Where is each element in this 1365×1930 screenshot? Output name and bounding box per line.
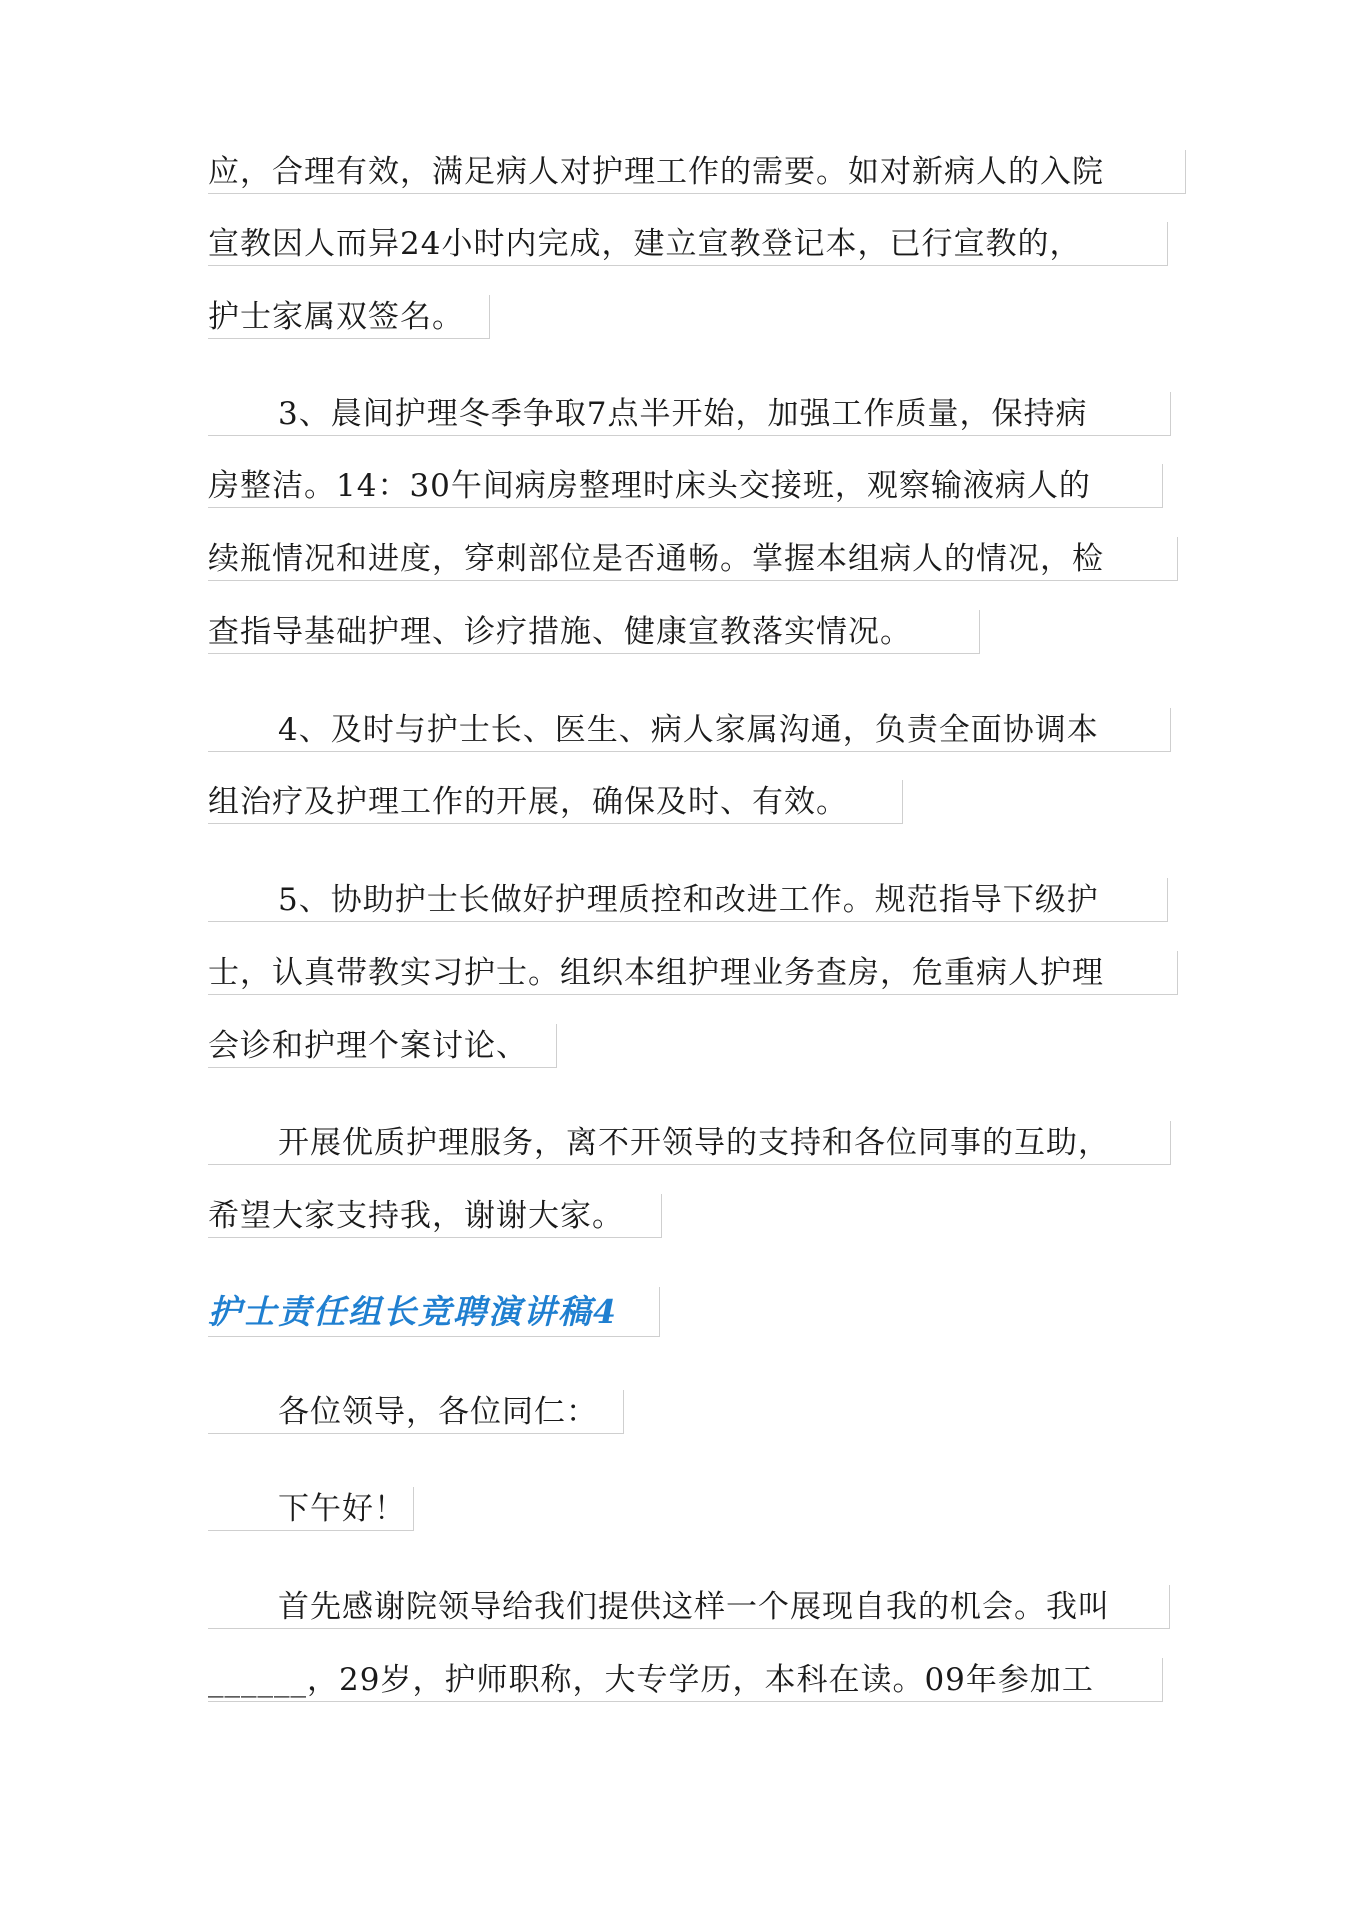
section-heading: 护士责任组长竞聘演讲稿4 bbox=[208, 1287, 660, 1337]
paragraph-line: 宣教因人而异24小时内完成，建立宣教登记本，已行宣教的， bbox=[208, 222, 1168, 266]
paragraph-line: 5、协助护士长做好护理质控和改进工作。规范指导下级护 bbox=[208, 878, 1168, 922]
paragraph-line: 首先感谢院领导给我们提供这样一个展现自我的机会。我叫 bbox=[208, 1585, 1170, 1629]
paragraph-line: 查指导基础护理、诊疗措施、健康宣教落实情况。 bbox=[208, 610, 980, 654]
paragraph-line: 3、晨间护理冬季争取7点半开始，加强工作质量，保持病 bbox=[208, 392, 1171, 436]
paragraph-line: 希望大家支持我，谢谢大家。 bbox=[208, 1194, 662, 1238]
paragraph-line: 续瓶情况和进度，穿刺部位是否通畅。掌握本组病人的情况，检 bbox=[208, 537, 1178, 581]
paragraph-line: 士，认真带教实习护士。组织本组护理业务查房，危重病人护理 bbox=[208, 951, 1178, 995]
greeting-line: 各位领导，各位同仁： bbox=[208, 1390, 624, 1434]
paragraph-line: 护士家属双签名。 bbox=[208, 295, 490, 339]
paragraph-line: ______，29岁，护师职称，大专学历，本科在读。09年参加工 bbox=[208, 1658, 1163, 1702]
paragraph-line: 应，合理有效，满足病人对护理工作的需要。如对新病人的入院 bbox=[208, 150, 1186, 194]
paragraph-line: 4、及时与护士长、医生、病人家属沟通，负责全面协调本 bbox=[208, 708, 1171, 752]
paragraph-line: 组治疗及护理工作的开展，确保及时、有效。 bbox=[208, 780, 903, 824]
paragraph-line: 开展优质护理服务，离不开领导的支持和各位同事的互助， bbox=[208, 1121, 1171, 1165]
salutation-line: 下午好！ bbox=[208, 1487, 414, 1531]
paragraph-line: 房整洁。14：30午间病房整理时床头交接班，观察输液病人的 bbox=[208, 464, 1163, 508]
paragraph-line: 会诊和护理个案讨论、 bbox=[208, 1024, 557, 1068]
